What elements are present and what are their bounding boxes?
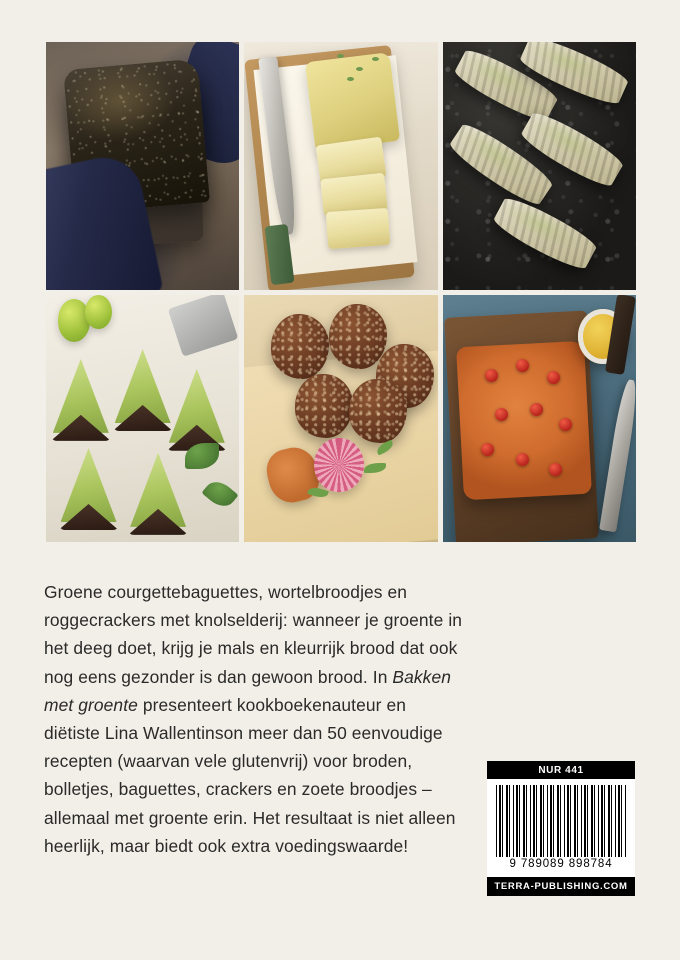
cherry-tomato: [559, 418, 572, 431]
seeded-roll: [349, 379, 407, 443]
seeded-roll: [271, 314, 329, 378]
photo-seeded-rolls: [244, 295, 437, 543]
herb-garnish: [372, 57, 379, 61]
cherry-tomato: [516, 359, 529, 372]
herb-garnish: [347, 77, 354, 81]
publisher-url: TERRA-PUBLISHING.COM: [487, 877, 635, 896]
cherry-tomato: [549, 463, 562, 476]
barcode-bars: [496, 785, 626, 857]
grater: [167, 295, 237, 357]
bread-slice: [326, 208, 390, 249]
isbn-digits: 9 789089 898784: [509, 858, 613, 870]
spinach-leaf: [185, 443, 219, 469]
photo-grid: [46, 42, 636, 542]
bread-knife: [599, 378, 636, 532]
nur-label: NUR 441: [487, 761, 635, 779]
cherry-tomato: [530, 403, 543, 416]
seeded-roll: [295, 374, 353, 438]
barcode-block: [487, 761, 635, 896]
seeded-roll: [329, 304, 387, 368]
lime-wedge: [85, 295, 112, 330]
cherry-tomato: [516, 453, 529, 466]
photo-twisted-baguettes: [443, 42, 636, 290]
cherry-tomato: [485, 369, 498, 382]
spinach-leaf: [201, 476, 238, 512]
photo-herb-loaf-sliced: [244, 42, 437, 290]
barcode-area: [487, 779, 635, 877]
photo-tomato-focaccia: [443, 295, 636, 543]
photo-poppy-seed-loaf: [46, 42, 239, 290]
back-cover-blurb: Groene courgettebaguettes, wortelbroodjes en roggecrackers met knolselderij: wanneer je groente in het deeg doet, krijg je mals en kleurrijk brood dat ook nog eens gezonder is dan gewoon brood. In Bakken met groente presenteert kookboekenauteur en diëtiste Lina Wallentinson meer dan 50 eenvoudige recepten (waarvan vele glutenvrij) voor broden, bolletjes, baguettes, crackers en zoete broodjes – allemaal met groente erin. Het resultaat is niet alleen heerlijk, maar biedt ook extra voedingswaarde!: [44, 582, 463, 856]
photo-green-cones: [46, 295, 239, 543]
herb-loaf: [305, 52, 400, 151]
